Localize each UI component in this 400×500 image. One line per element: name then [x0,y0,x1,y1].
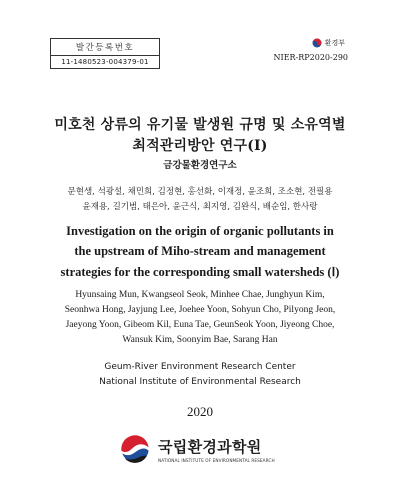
taegeuk-icon [312,38,322,48]
institute-emblem-icon [118,432,152,466]
ministry-logo [312,38,345,48]
authors-ko-line2: 윤재용, 길기범, 태은아, 윤근식, 최지영, 김완식, 배순임, 한사랑 [82,202,318,212]
authors-en-line2: Seonhwa Hong, Jayjung Lee, Joehee Yoon, Sohyun Cho, Pilyong Jeon, [64,305,336,315]
registration-number: 11-1480523-004379-01 [61,58,149,66]
authors-ko-line1: 문현생, 석광설, 채민희, 김정현, 홍선화, 이재정, 윤조희, 조소현, 전필용 [67,187,333,197]
institute-logo-name-en: NATIONAL INSTITUTE OF ENVIRONMENTAL RESEARCH [158,457,275,463]
authors-en-line4: Wansuk Kim, Soonyim Bae, Sarang Han [122,335,278,345]
title-en-line2: the upstream of Miho-stream and management [74,244,326,258]
title-ko-line1: 미호천 상류의 유기물 발생원 규명 및 소유역별 [54,117,346,133]
report-code: NIER-RP2020-290 [273,53,348,62]
institute-logo-name-ko: 국립환경과학원 [158,437,262,456]
publication-year: 2020 [187,404,213,419]
institute-name-en: National Institute of Environmental Research [99,377,301,387]
institute-logo [118,432,275,466]
ministry-name: 환경부 [324,39,345,47]
title-ko-line2: 최적관리방안 연구(Ⅰ) [132,138,268,154]
institute-ko: 금강물환경연구소 [163,160,237,171]
authors-en-line3: Jaeyong Yoon, Gibeom Kil, Euna Tae, GeunSeok Yoon, Jiyeong Choe, [65,320,335,330]
registration-box [50,38,160,69]
title-en-line3: strategies for the corresponding small watersheds (Ⅰ) [60,265,340,279]
registration-title: 발간등록번호 [51,39,159,56]
authors-en-line1: Hyunsaing Mun, Kwangseol Seok, Minhee Chae, Junghyun Kim, [75,290,325,300]
title-en-line1: Investigation on the origin of organic pollutants in [66,224,334,238]
center-name: Geum-River Environment Research Center [104,362,296,372]
institute-logo-text [158,436,275,463]
